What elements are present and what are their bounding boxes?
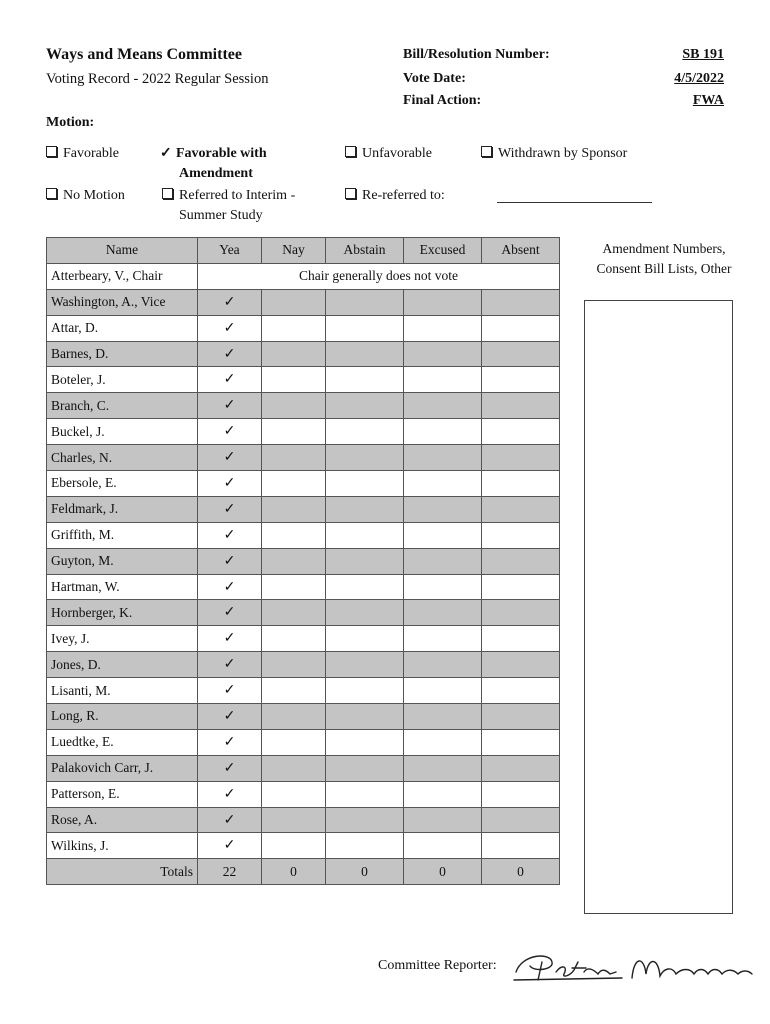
nay-total: 0 bbox=[262, 859, 326, 885]
abstain-cell bbox=[326, 600, 404, 626]
checkbox-icon bbox=[481, 146, 492, 157]
table-row bbox=[47, 652, 560, 678]
member-name: Luedtke, E. bbox=[47, 729, 198, 755]
table-row bbox=[47, 833, 560, 859]
excused-cell bbox=[404, 289, 482, 315]
yea-check-icon: ✓ bbox=[198, 367, 262, 393]
yea-check-icon: ✓ bbox=[198, 652, 262, 678]
nay-cell bbox=[262, 833, 326, 859]
abstain-cell bbox=[326, 471, 404, 497]
absent-cell bbox=[482, 393, 560, 419]
table-row bbox=[47, 367, 560, 393]
voting-record-subtitle: Voting Record - 2022 Regular Session bbox=[46, 71, 269, 87]
excused-cell bbox=[404, 807, 482, 833]
option-label: Favorable bbox=[63, 146, 119, 161]
member-name: Ivey, J. bbox=[47, 626, 198, 652]
yea-check-icon: ✓ bbox=[198, 445, 262, 471]
yea-check-icon: ✓ bbox=[198, 522, 262, 548]
yea-check-icon: ✓ bbox=[198, 678, 262, 704]
member-name: Hornberger, K. bbox=[47, 600, 198, 626]
bill-number-value: SB 191 bbox=[682, 47, 724, 62]
yea-check-icon: ✓ bbox=[198, 471, 262, 497]
yea-check-icon: ✓ bbox=[198, 496, 262, 522]
nay-cell bbox=[262, 626, 326, 652]
excused-cell bbox=[404, 833, 482, 859]
member-name: Long, R. bbox=[47, 704, 198, 730]
yea-check-icon: ✓ bbox=[198, 341, 262, 367]
vote-date-label: Vote Date: bbox=[403, 71, 466, 86]
reporter-signature bbox=[512, 948, 762, 988]
absent-cell bbox=[482, 548, 560, 574]
excused-cell bbox=[404, 419, 482, 445]
nay-cell bbox=[262, 729, 326, 755]
col-header-yea: Yea bbox=[198, 238, 262, 264]
checkbox-icon bbox=[46, 146, 57, 157]
excused-cell bbox=[404, 445, 482, 471]
yea-check-icon: ✓ bbox=[198, 600, 262, 626]
excused-cell bbox=[404, 574, 482, 600]
abstain-cell bbox=[326, 548, 404, 574]
member-name: Lisanti, M. bbox=[47, 678, 198, 704]
committee-title: Ways and Means Committee bbox=[46, 46, 242, 63]
final-action-value: FWA bbox=[692, 93, 724, 108]
nay-cell bbox=[262, 781, 326, 807]
absent-cell bbox=[482, 574, 560, 600]
yea-check-icon: ✓ bbox=[198, 289, 262, 315]
abstain-cell bbox=[326, 367, 404, 393]
abstain-cell bbox=[326, 445, 404, 471]
motion-option-favorable-with-amendment bbox=[160, 144, 267, 184]
col-header-absent: Absent bbox=[482, 238, 560, 264]
absent-cell bbox=[482, 626, 560, 652]
member-name: Patterson, E. bbox=[47, 781, 198, 807]
excused-cell bbox=[404, 393, 482, 419]
table-row bbox=[47, 445, 560, 471]
option-label: Favorable with bbox=[176, 146, 267, 161]
table-row bbox=[47, 522, 560, 548]
abstain-cell bbox=[326, 704, 404, 730]
abstain-cell bbox=[326, 807, 404, 833]
table-row bbox=[47, 807, 560, 833]
yea-check-icon: ✓ bbox=[198, 704, 262, 730]
checkbox-icon bbox=[345, 146, 356, 157]
vote-date-value: 4/5/2022 bbox=[674, 71, 724, 86]
table-row bbox=[47, 626, 560, 652]
voting-table bbox=[46, 237, 560, 885]
absent-cell bbox=[482, 445, 560, 471]
nay-cell bbox=[262, 393, 326, 419]
yea-check-icon: ✓ bbox=[198, 548, 262, 574]
nay-cell bbox=[262, 522, 326, 548]
excused-cell bbox=[404, 729, 482, 755]
abstain-cell bbox=[326, 781, 404, 807]
excused-cell bbox=[404, 704, 482, 730]
member-name: Jones, D. bbox=[47, 652, 198, 678]
absent-cell bbox=[482, 807, 560, 833]
absent-cell bbox=[482, 652, 560, 678]
absent-cell bbox=[482, 471, 560, 497]
member-name: Barnes, D. bbox=[47, 341, 198, 367]
absent-cell bbox=[482, 833, 560, 859]
absent-cell bbox=[482, 419, 560, 445]
member-name: Guyton, M. bbox=[47, 548, 198, 574]
abstain-cell bbox=[326, 652, 404, 678]
member-name: Boteler, J. bbox=[47, 367, 198, 393]
member-name: Palakovich Carr, J. bbox=[47, 755, 198, 781]
bill-number-label: Bill/Resolution Number: bbox=[403, 47, 550, 62]
absent-cell bbox=[482, 367, 560, 393]
totals-label: Totals bbox=[47, 859, 198, 885]
nay-cell bbox=[262, 471, 326, 497]
abstain-cell bbox=[326, 315, 404, 341]
yea-check-icon: ✓ bbox=[198, 626, 262, 652]
excused-cell bbox=[404, 341, 482, 367]
member-name: Buckel, J. bbox=[47, 419, 198, 445]
member-name: Griffith, M. bbox=[47, 522, 198, 548]
abstain-cell bbox=[326, 341, 404, 367]
amendment-numbers-box bbox=[584, 300, 733, 914]
absent-cell bbox=[482, 315, 560, 341]
table-header-row bbox=[47, 238, 560, 264]
abstain-cell bbox=[326, 522, 404, 548]
committee-reporter-label: Committee Reporter: bbox=[378, 958, 497, 973]
table-row bbox=[47, 548, 560, 574]
nay-cell bbox=[262, 367, 326, 393]
chair-note: Chair generally does not vote bbox=[198, 263, 560, 289]
totals-row bbox=[47, 859, 560, 885]
motion-option-rereferred bbox=[345, 186, 445, 206]
abstain-cell bbox=[326, 574, 404, 600]
amendment-numbers-title: Amendment Numbers, Consent Bill Lists, Other bbox=[596, 241, 732, 276]
member-name: Wilkins, J. bbox=[47, 833, 198, 859]
checkbox-icon bbox=[162, 188, 173, 199]
excused-cell bbox=[404, 626, 482, 652]
abstain-cell bbox=[326, 419, 404, 445]
abstain-cell bbox=[326, 729, 404, 755]
nay-cell bbox=[262, 600, 326, 626]
excused-cell bbox=[404, 367, 482, 393]
table-row bbox=[47, 678, 560, 704]
checkmark-icon: ✓ bbox=[160, 146, 172, 161]
nay-cell bbox=[262, 652, 326, 678]
checkbox-icon bbox=[345, 188, 356, 199]
checkbox-icon bbox=[46, 188, 57, 199]
member-name: Charles, N. bbox=[47, 445, 198, 471]
table-row bbox=[47, 419, 560, 445]
absent-cell bbox=[482, 678, 560, 704]
abstain-cell bbox=[326, 496, 404, 522]
motion-option-referred-interim bbox=[162, 186, 295, 226]
abstain-cell bbox=[326, 755, 404, 781]
abstain-total: 0 bbox=[326, 859, 404, 885]
excused-cell bbox=[404, 522, 482, 548]
table-row bbox=[47, 341, 560, 367]
member-name: Hartman, W. bbox=[47, 574, 198, 600]
nay-cell bbox=[262, 496, 326, 522]
motion-option-no-motion bbox=[46, 186, 125, 206]
nay-cell bbox=[262, 678, 326, 704]
nay-cell bbox=[262, 341, 326, 367]
abstain-cell bbox=[326, 678, 404, 704]
member-name: Ebersole, E. bbox=[47, 471, 198, 497]
yea-check-icon: ✓ bbox=[198, 393, 262, 419]
member-name: Branch, C. bbox=[47, 393, 198, 419]
nay-cell bbox=[262, 419, 326, 445]
member-name: Attar, D. bbox=[47, 315, 198, 341]
nay-cell bbox=[262, 445, 326, 471]
abstain-cell bbox=[326, 626, 404, 652]
chair-row bbox=[47, 263, 560, 289]
option-label: Re-referred to: bbox=[362, 188, 445, 203]
excused-cell bbox=[404, 315, 482, 341]
option-label: Withdrawn by Sponsor bbox=[498, 146, 628, 161]
excused-cell bbox=[404, 755, 482, 781]
abstain-cell bbox=[326, 833, 404, 859]
motion-option-unfavorable bbox=[345, 144, 432, 164]
final-action-label: Final Action: bbox=[403, 93, 482, 108]
col-header-abstain: Abstain bbox=[326, 238, 404, 264]
option-label: Referred to Interim - bbox=[179, 188, 296, 203]
absent-cell bbox=[482, 600, 560, 626]
absent-cell bbox=[482, 496, 560, 522]
yea-check-icon: ✓ bbox=[198, 419, 262, 445]
yea-check-icon: ✓ bbox=[198, 833, 262, 859]
table-row bbox=[47, 781, 560, 807]
table-row bbox=[47, 289, 560, 315]
table-row bbox=[47, 574, 560, 600]
excused-cell bbox=[404, 678, 482, 704]
member-name: Atterbeary, V., Chair bbox=[47, 263, 198, 289]
col-header-name: Name bbox=[47, 238, 198, 264]
excused-cell bbox=[404, 471, 482, 497]
excused-total: 0 bbox=[404, 859, 482, 885]
absent-cell bbox=[482, 289, 560, 315]
table-row bbox=[47, 315, 560, 341]
yea-check-icon: ✓ bbox=[198, 755, 262, 781]
abstain-cell bbox=[326, 289, 404, 315]
table-row bbox=[47, 471, 560, 497]
table-row bbox=[47, 755, 560, 781]
yea-check-icon: ✓ bbox=[198, 729, 262, 755]
yea-check-icon: ✓ bbox=[198, 781, 262, 807]
table-row bbox=[47, 729, 560, 755]
excused-cell bbox=[404, 652, 482, 678]
absent-cell bbox=[482, 341, 560, 367]
nay-cell bbox=[262, 574, 326, 600]
option-label-line-2: Amendment bbox=[179, 166, 253, 181]
option-label: No Motion bbox=[63, 188, 125, 203]
rereferred-blank-line bbox=[497, 202, 652, 203]
table-row bbox=[47, 496, 560, 522]
absent-cell bbox=[482, 755, 560, 781]
excused-cell bbox=[404, 548, 482, 574]
option-label-line-2: Summer Study bbox=[179, 208, 263, 223]
absent-cell bbox=[482, 781, 560, 807]
nay-cell bbox=[262, 704, 326, 730]
motion-option-withdrawn bbox=[481, 144, 627, 164]
col-header-excused: Excused bbox=[404, 238, 482, 264]
absent-cell bbox=[482, 522, 560, 548]
nay-cell bbox=[262, 548, 326, 574]
option-label: Unfavorable bbox=[362, 146, 432, 161]
nay-cell bbox=[262, 289, 326, 315]
yea-total: 22 bbox=[198, 859, 262, 885]
nay-cell bbox=[262, 315, 326, 341]
absent-cell bbox=[482, 729, 560, 755]
nay-cell bbox=[262, 755, 326, 781]
member-name: Rose, A. bbox=[47, 807, 198, 833]
yea-check-icon: ✓ bbox=[198, 574, 262, 600]
excused-cell bbox=[404, 600, 482, 626]
excused-cell bbox=[404, 781, 482, 807]
col-header-nay: Nay bbox=[262, 238, 326, 264]
table-row bbox=[47, 600, 560, 626]
table-row bbox=[47, 704, 560, 730]
excused-cell bbox=[404, 496, 482, 522]
motion-label: Motion: bbox=[46, 115, 95, 130]
table-row bbox=[47, 393, 560, 419]
abstain-cell bbox=[326, 393, 404, 419]
yea-check-icon: ✓ bbox=[198, 807, 262, 833]
absent-total: 0 bbox=[482, 859, 560, 885]
yea-check-icon: ✓ bbox=[198, 315, 262, 341]
absent-cell bbox=[482, 704, 560, 730]
member-name: Washington, A., Vice bbox=[47, 289, 198, 315]
motion-option-favorable bbox=[46, 144, 119, 164]
member-name: Feldmark, J. bbox=[47, 496, 198, 522]
nay-cell bbox=[262, 807, 326, 833]
